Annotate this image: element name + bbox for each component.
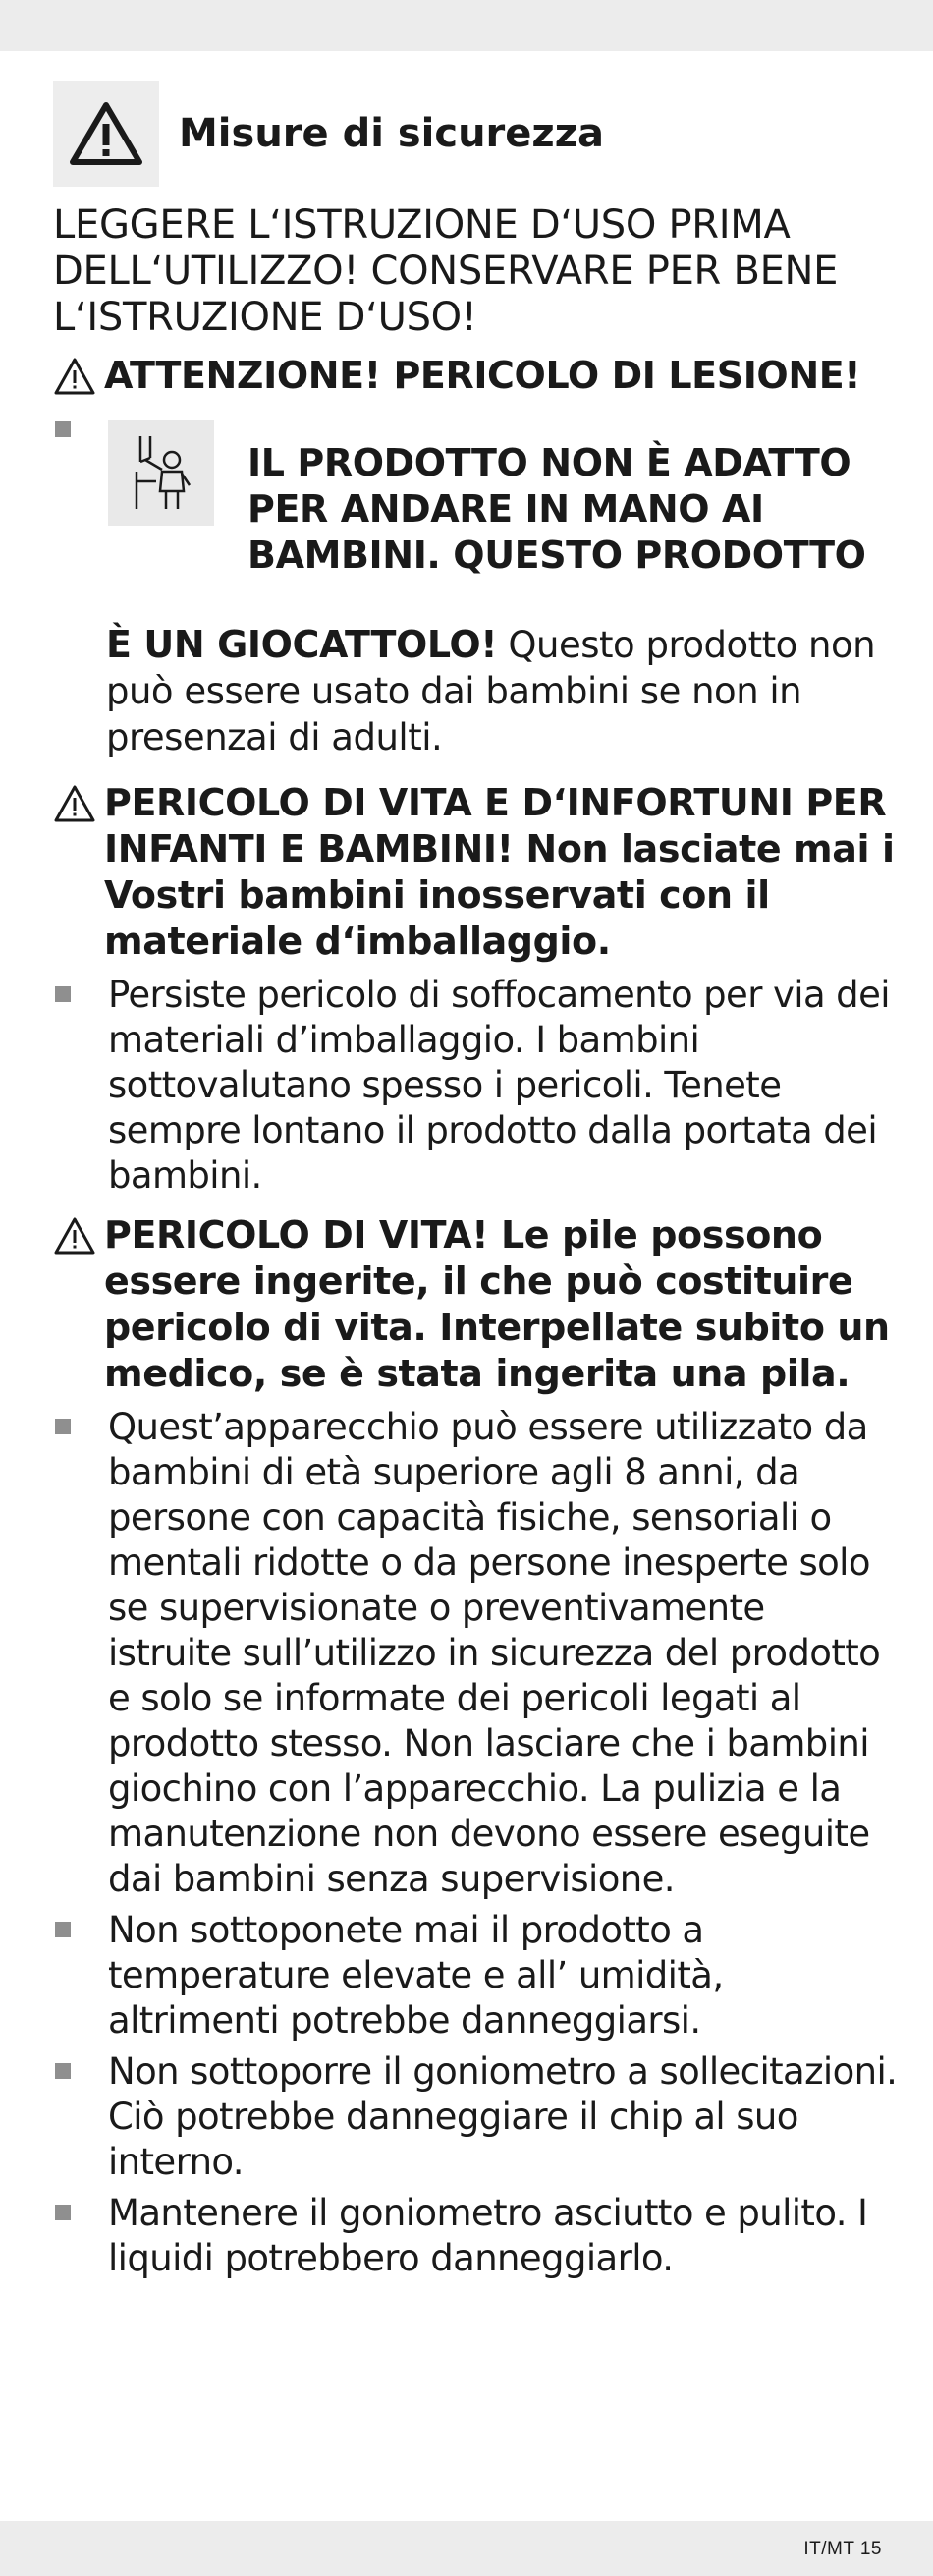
list-item-text: Non sottoporre il goniometro a sollecitazioni. Ciò potrebbe danneggiare il chip al suo interno. xyxy=(108,2050,898,2183)
warning-small-icon xyxy=(53,780,104,827)
list-item xyxy=(53,2049,898,2185)
bullet-square-icon xyxy=(53,1908,108,1937)
warnings-lower xyxy=(53,776,898,2287)
list-item-text: Non sottoponete mai il prodotto a temperature elevate e all’ umidità, altrimenti potrebbe danneggiarsi. xyxy=(108,1909,724,2042)
warning-batteries-text: PERICOLO DI VITA! Le pile possono essere ingerite, il che può costituire pericolo di vita. Interpellate subito un medico, se è stata ingerita una pila. xyxy=(104,1213,890,1395)
bullet-square-icon xyxy=(53,2049,108,2079)
warning-packaging xyxy=(53,780,898,965)
product-warning-bold-lines: IL PRODOTTO NON È ADATTO PER ANDARE IN MANO AI BAMBINI. QUESTO PRODOTTO xyxy=(247,441,866,577)
warning-small-icon xyxy=(53,353,104,400)
bullet-square-icon xyxy=(53,1405,108,1434)
suffocation-text: Persiste pericolo di soffocamento per via dei materiali d’imballaggio. I bambini sottovalutano spesso i pericoli. Tenete sempre lontano il prodotto dalla portata dei bambini. xyxy=(108,974,890,1197)
warning-small-icon xyxy=(53,1212,104,1260)
warning-packaging-text: PERICOLO DI VITA E D‘INFORTUNI PER INFANTI E BAMBINI! Non lasciate mai i Vostri bambini inosservati con il materiale d‘imballaggio. xyxy=(104,781,895,963)
product-warning-rest: È UN GIOCATTOLO! Questo prodotto non può essere usato dai bambini se non in presenzai di adulti. xyxy=(106,623,876,758)
warning-triangle-icon xyxy=(53,81,159,187)
bullet-square-icon xyxy=(53,408,108,437)
footer xyxy=(0,2521,933,2576)
top-band xyxy=(0,0,933,51)
warning-injury xyxy=(53,353,888,400)
warning-batteries xyxy=(53,1212,898,1397)
warning-injury-text: ATTENZIONE! PERICOLO DI LESIONE! xyxy=(104,354,861,397)
list-item-text: Quest’apparecchio può essere utilizzato da bambini di età superiore agli 8 anni, da persone con capacità fisiche, sensoriali o mentali ridotte o da persone inesperte solo se supervisionate o preventivamente istruite sull’utilizzo in sicurezza del prodotto e solo se informate dei pericoli legati al prodotto stesso. Non lasciare che i bambini giochino con l’apparecchio. La pulizia e la manutenzione non devono essere eseguite dai bambini senza supervisione. xyxy=(108,1406,881,1900)
list-item xyxy=(53,1908,898,2044)
product-warning-block xyxy=(106,440,892,625)
page-number: IT/MT 15 xyxy=(803,2539,882,2559)
bullet-square-icon xyxy=(53,2191,108,2220)
product-warning-text: Questo prodotto non può essere usato dai bambini se non in presenzai di adulti. xyxy=(106,624,876,758)
list-item xyxy=(53,1405,898,1902)
intro-text: LEGGERE L‘ISTRUZIONE D‘USO PRIMA DELL‘UTILIZZO! CONSERVARE PER BENE L‘ISTRUZIONE D‘USO! xyxy=(53,202,839,340)
list-item xyxy=(53,2191,898,2281)
list-item xyxy=(53,973,898,1199)
bullet-square-icon xyxy=(53,973,108,1002)
section-title: Misure di sicurezza xyxy=(179,111,604,156)
section-header xyxy=(53,81,888,187)
list-item-text: Mantenere il goniometro asciutto e pulito. I liquidi potrebbero danneggiarlo. xyxy=(108,2192,868,2279)
